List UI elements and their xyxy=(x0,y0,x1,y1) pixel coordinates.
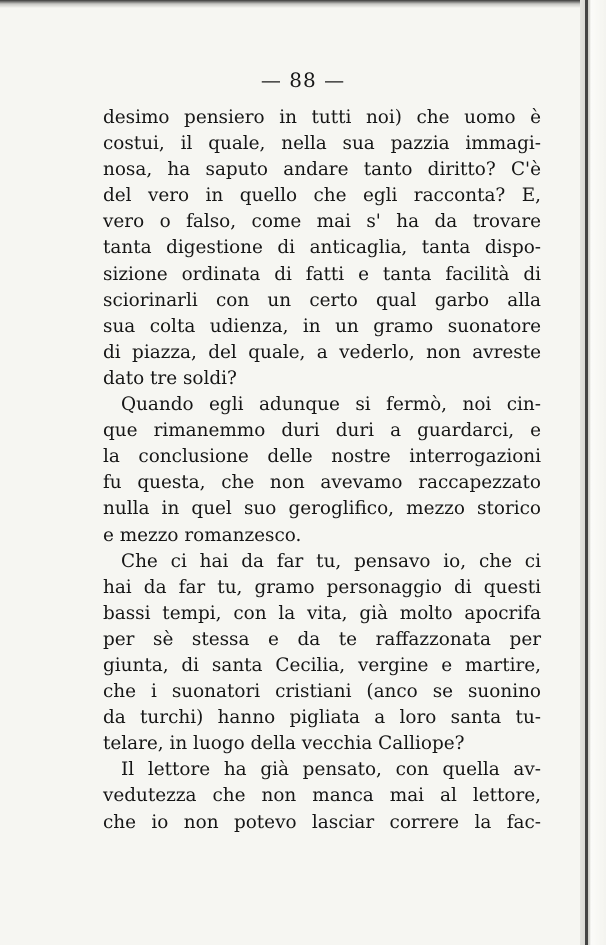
text-line-26: Il lettore ha già pensato, con quella av- xyxy=(121,759,541,781)
text-line-7: sizione ordinata di fatti e tanta facilità di xyxy=(103,263,541,285)
body-text xyxy=(103,105,541,836)
text-line-8: sciorinarli con un certo qual garbo alla xyxy=(103,289,541,311)
text-line-4: del vero in quello che egli racconta? E, xyxy=(103,185,541,207)
text-line-5: vero o falso, come mai s' ha da trovare xyxy=(103,211,541,233)
text-line-2: costui, il quale, nella sua pazzia immagi- xyxy=(103,133,541,155)
text-line-27: vedutezza che non manca mai al lettore, xyxy=(103,785,541,807)
text-line-3: nosa, ha saputo andare tanto diritto? C'è xyxy=(103,159,541,181)
text-line-16: nulla in quel suo geroglifico, mezzo storico xyxy=(103,498,541,520)
text-line-1: desimo pensiero in tutti noi) che uomo è xyxy=(103,107,541,128)
text-line-21: per sè stessa e da te raffazzonata per xyxy=(103,628,541,650)
text-line-10: di piazza, del quale, a vederlo, non avreste xyxy=(103,341,541,363)
text-line-6: tanta digestione di anticaglia, tanta dispo- xyxy=(103,237,541,259)
page-gutter-edge xyxy=(580,0,606,945)
text-line-19: hai da far tu, gramo personaggio di questi xyxy=(103,576,541,598)
text-line-12: Quando egli adunque si fermò, noi cin- xyxy=(121,394,541,416)
text-line-14: la conclusione delle nostre interrogazioni xyxy=(103,446,541,468)
text-line-23: che i suonatori cristiani (anco se suonino xyxy=(103,681,541,703)
text-line-13: que rimanemmo duri duri a guardarci, e xyxy=(103,420,541,442)
text-line-24: da turchi) hanno pigliata a loro santa tu- xyxy=(103,707,541,729)
text-line-20: bassi tempi, con la vita, già molto apocrifa xyxy=(103,602,541,624)
text-line-22: giunta, di santa Cecilia, vergine e martire, xyxy=(103,654,541,676)
page-number: — 88 — xyxy=(260,68,346,92)
text-line-18: Che ci hai da far tu, pensavo io, che ci xyxy=(121,550,541,572)
text-line-28: che io non potevo lasciar correre la fac- xyxy=(103,811,541,833)
text-line-17: e mezzo romanzesco. xyxy=(103,524,302,546)
text-line-9: sua colta udienza, in un gramo suonatore xyxy=(103,315,541,337)
page-top-edge xyxy=(0,0,606,8)
text-line-15: fu questa, che non avevamo raccapezzato xyxy=(103,472,541,494)
text-line-25: telare, in luogo della vecchia Calliope? xyxy=(103,733,465,755)
text-line-11: dato tre soldi? xyxy=(103,367,237,389)
